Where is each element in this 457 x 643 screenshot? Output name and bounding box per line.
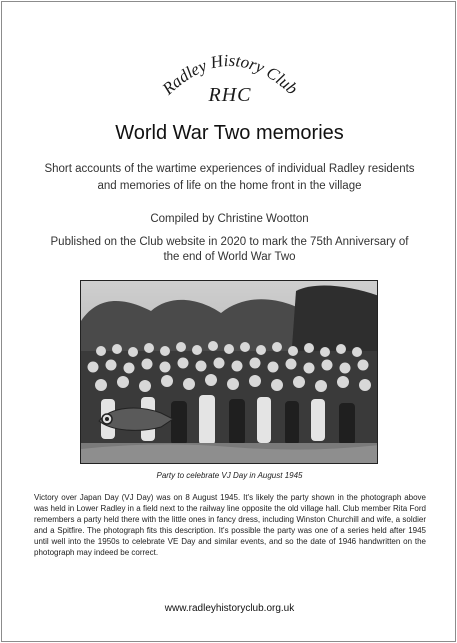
body-paragraph: Victory over Japan Day (VJ Day) was on 8 August 1945. It's likely the party shown in the photograph above was held in Lower Radley in a field next to the railway line opposite the old village hall. Club member Rita Ford remembers a party held there with the little ones in fancy dress, including Winston Churchill and wife, a soldier and a Spitfire. The photograph fits this description. It's possible the party was one of a series held after 1945 until well into the 1950s to celebrate VE Day and similar events, and so the date of 1946 handwritten on the photograph may indeed be correct. (34, 493, 426, 558)
document-page (1, 1, 456, 642)
vj-day-party-photo (80, 280, 378, 464)
photo-caption: Party to celebrate VJ Day in August 1945 (156, 471, 303, 480)
logo-arc-text: Radley History Club (158, 50, 302, 99)
website-url[interactable]: www.radleyhistoryclub.org.uk (164, 603, 295, 614)
logo-initials: RHC (208, 84, 252, 106)
club-logo (152, 42, 308, 116)
document-subtitle: Short accounts of the wartime experiences of individual Radley residents and memories of life on the home front in the village (44, 163, 415, 192)
photo-illustration (81, 281, 378, 464)
compiled-by: Compiled by Christine Wootton (150, 213, 309, 225)
document-title: World War Two memories (115, 122, 344, 144)
published-note: Published on the Club website in 2020 to mark the 75th Anniversary of the end of World War Two (50, 236, 409, 263)
